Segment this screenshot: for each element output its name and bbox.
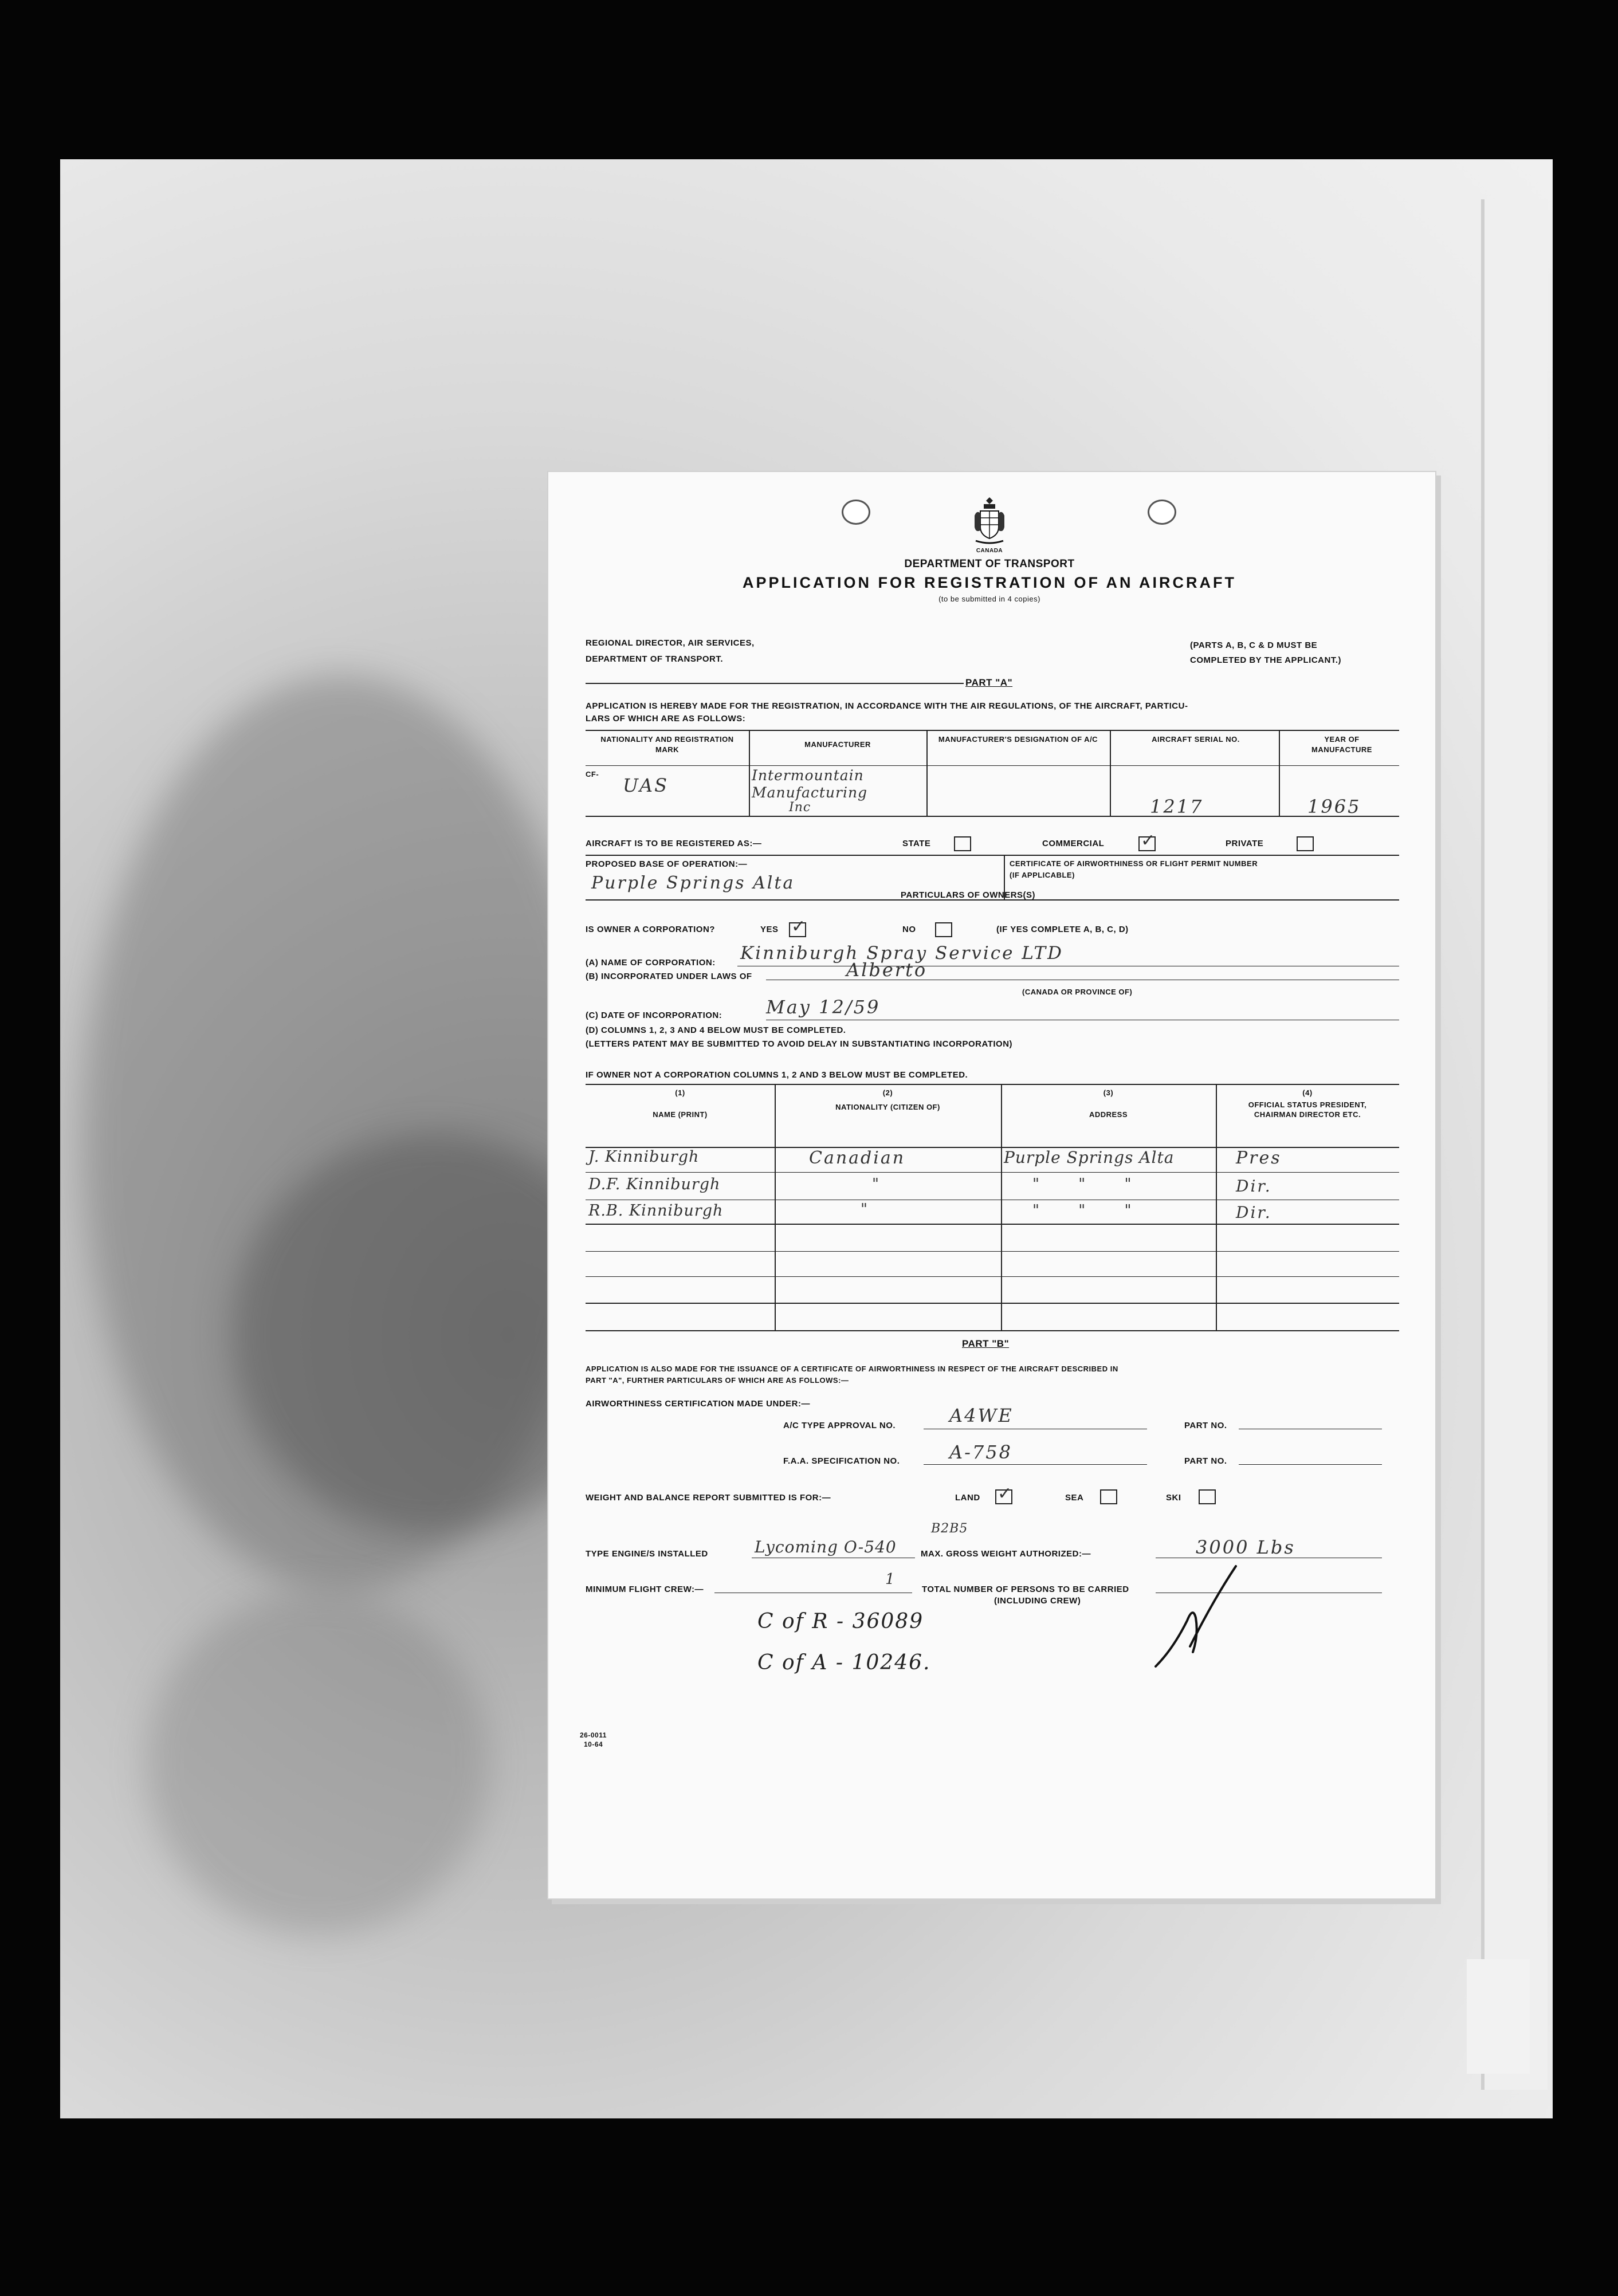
owner-1-address: Purple Springs Alta	[1004, 1148, 1175, 1167]
cert-made-under-label: AIRWORTHINESS CERTIFICATION MADE UNDER:—	[586, 1399, 810, 1409]
owner-3-nationality: "	[861, 1201, 869, 1218]
corp-name-label: (A) NAME OF CORPORATION:	[586, 958, 716, 968]
ski-checkbox[interactable]	[1199, 1489, 1216, 1504]
faa-part-no-label: PART NO.	[1184, 1456, 1227, 1466]
owner-2-name: D.F. Kinniburgh	[588, 1175, 721, 1193]
canada-or-province-note: (CANADA OR PROVINCE OF)	[1022, 988, 1133, 996]
land-label: LAND	[955, 1493, 980, 1503]
owner-col-1-num: (1)	[675, 1088, 685, 1097]
persons-carried-label-1: TOTAL NUMBER OF PERSONS TO BE CARRIED	[922, 1585, 1129, 1594]
copies-note: (to be submitted in 4 copies)	[938, 595, 1040, 603]
faa-spec-label: F.A.A. SPECIFICATION NO.	[783, 1456, 900, 1466]
registration-mark-value: UAS	[623, 774, 669, 796]
owner-1-nationality: Canadian	[809, 1148, 906, 1168]
engine-label: TYPE ENGINE/S INSTALLED	[586, 1549, 708, 1559]
application-form	[547, 471, 1436, 1900]
incorporated-value: Alberto	[846, 959, 928, 981]
persons-carried-label-2: (INCLUDING CREW)	[994, 1596, 1081, 1606]
serial-number-value: 1217	[1150, 796, 1204, 817]
max-weight-label: MAX. GROSS WEIGHT AUTHORIZED:—	[921, 1549, 1091, 1559]
punch-hole-right	[1148, 500, 1176, 525]
form-date: 10-64	[584, 1740, 603, 1748]
folder-tab	[1467, 1959, 1530, 2074]
date-of-incorporation-label: (C) DATE OF INCORPORATION:	[586, 1011, 722, 1020]
base-of-operation-value: Purple Springs Alta	[591, 873, 795, 893]
corp-name-value: Kinniburgh Spray Service LTD	[740, 943, 1063, 964]
year-value: 1965	[1307, 796, 1361, 817]
columns-note: (D) COLUMNS 1, 2, 3 AND 4 BELOW MUST BE COMPLETED.	[586, 1025, 846, 1035]
not-corporation-note: IF OWNER NOT A CORPORATION COLUMNS 1, 2 AND 3 BELOW MUST BE COMPLETED.	[586, 1070, 968, 1080]
commercial-label: COMMERCIAL	[1042, 839, 1105, 848]
owner-2-status: Dir.	[1236, 1177, 1272, 1196]
col-nationality: NATIONALITY AND REGISTRATION MARK	[600, 735, 734, 754]
corporation-question: IS OWNER A CORPORATION?	[586, 925, 715, 934]
form-number: 26-0011	[580, 1731, 607, 1739]
owner-3-status: Dir.	[1236, 1203, 1272, 1222]
registered-as-label: AIRCRAFT IS TO BE REGISTERED AS:—	[586, 839, 762, 848]
owner-3-name: R.B. Kinniburgh	[588, 1202, 724, 1220]
department-title: DEPARTMENT OF TRANSPORT	[904, 558, 1075, 570]
type-approval-part-no-label: PART NO.	[1184, 1421, 1227, 1430]
part-a-intro-line-1: APPLICATION IS HEREBY MADE FOR THE REGISTRATION, IN ACCORDANCE WITH THE AIR REGULATIONS, OF THE AIRCRAFT, PARTICU-	[586, 701, 1188, 711]
part-b-intro-line-1: APPLICATION IS ALSO MADE FOR THE ISSUANCE OF A CERTIFICATE OF AIRWORTHINESS IN RESPECT OF THE AIRCRAFT DESCRIBED IN	[586, 1365, 1118, 1373]
yes-label: YES	[760, 925, 779, 934]
col-designation: MANUFACTURER'S DESIGNATION OF A/C	[938, 735, 1098, 744]
punch-hole-left	[842, 500, 870, 525]
min-crew-label: MINIMUM FLIGHT CREW:—	[586, 1585, 704, 1594]
addressee-line-1: REGIONAL DIRECTOR, AIR SERVICES,	[586, 638, 755, 648]
c-of-a-note: C of A - 10246.	[757, 1651, 931, 1674]
certificate-label-2: (IF APPLICABLE)	[1010, 871, 1075, 879]
type-approval-label: A/C TYPE APPROVAL NO.	[783, 1421, 896, 1430]
type-approval-value: A4WE	[949, 1405, 1014, 1426]
state-checkbox[interactable]	[954, 836, 971, 851]
owner-3-address: " " "	[1032, 1202, 1149, 1219]
owner-col-1-label: NAME (PRINT)	[653, 1110, 708, 1119]
max-weight-value: 3000 Lbs	[1196, 1536, 1295, 1558]
manufacturer-line-2: Manufacturing	[752, 784, 868, 801]
c-of-r-note: C of R - 36089	[757, 1610, 924, 1633]
part-a-intro-line-2: LARS OF WHICH ARE AS FOLLOWS:	[586, 714, 746, 724]
owner-2-nationality: "	[872, 1175, 881, 1193]
country-label: CANADA	[976, 548, 1003, 554]
weight-balance-label: WEIGHT AND BALANCE REPORT SUBMITTED IS FOR:—	[586, 1493, 831, 1503]
owner-1-name: J. Kinniburgh	[588, 1148, 700, 1166]
no-label: NO	[902, 925, 916, 934]
parts-note-line-2: COMPLETED BY THE APPLICANT.)	[1190, 655, 1342, 665]
owner-col-4-label: OFFICIAL STATUS PRESIDENT, CHAIRMAN DIRECTOR ETC.	[1248, 1100, 1367, 1119]
faa-spec-value: A-758	[949, 1441, 1012, 1463]
owner-col-3-num: (3)	[1103, 1088, 1114, 1097]
certificate-label-1: CERTIFICATE OF AIRWORTHINESS OR FLIGHT PERMIT NUMBER	[1010, 859, 1258, 868]
page-title: APPLICATION FOR REGISTRATION OF AN AIRCRAFT	[743, 574, 1236, 591]
part-b-intro-line-2: PART "A", FURTHER PARTICULARS OF WHICH ARE AS FOLLOWS:—	[586, 1376, 849, 1385]
parts-note-line-1: (PARTS A, B, C & D MUST BE	[1190, 640, 1318, 650]
manufacturer-line-1: Intermountain	[752, 767, 864, 784]
engine-note: B2B5	[931, 1522, 968, 1536]
state-label: STATE	[902, 839, 931, 848]
incorporated-label: (B) INCORPORATED UNDER LAWS OF	[586, 972, 752, 981]
owner-col-2-label: NATIONALITY (CITIZEN OF)	[835, 1103, 940, 1111]
engine-value: Lycoming O-540	[755, 1538, 897, 1556]
col-serial: AIRCRAFT SERIAL NO.	[1152, 735, 1240, 744]
base-of-operation-label: PROPOSED BASE OF OPERATION:—	[586, 859, 748, 869]
part-b-heading: PART "B"	[962, 1338, 1010, 1349]
date-of-incorporation-value: May 12/59	[766, 996, 881, 1018]
sea-checkbox[interactable]	[1100, 1489, 1117, 1504]
private-checkbox[interactable]	[1297, 836, 1314, 851]
sea-label: SEA	[1065, 1493, 1084, 1503]
min-crew-value: 1	[885, 1571, 897, 1588]
ski-label: SKI	[1166, 1493, 1181, 1503]
owners-heading: PARTICULARS OF OWNERS(S)	[901, 890, 1036, 900]
commercial-checkbox[interactable]: ✓	[1138, 836, 1156, 851]
if-yes-note: (IF YES COMPLETE A, B, C, D)	[996, 925, 1129, 934]
yes-checkbox[interactable]: ✓	[789, 922, 806, 937]
manufacturer-line-3: Inc	[789, 800, 811, 815]
owner-1-status: Pres	[1236, 1148, 1282, 1168]
handwritten-initials	[1150, 1560, 1276, 1675]
coat-of-arms-emblem	[972, 495, 1007, 547]
addressee-line-2: DEPARTMENT OF TRANSPORT.	[586, 654, 724, 664]
part-a-heading: PART "A"	[965, 677, 1013, 688]
owner-col-2-num: (2)	[882, 1088, 893, 1097]
owner-col-4-num: (4)	[1302, 1088, 1313, 1097]
col-year: YEAR OF MANUFACTURE	[1311, 735, 1372, 754]
no-checkbox[interactable]	[935, 922, 952, 937]
col-manufacturer: MANUFACTURER	[804, 740, 871, 749]
owner-col-3-label: ADDRESS	[1089, 1110, 1128, 1119]
cf-prefix: CF-	[586, 770, 599, 779]
private-label: PRIVATE	[1226, 839, 1264, 848]
folder-edge	[1481, 199, 1548, 2090]
land-checkbox[interactable]: ✓	[995, 1489, 1012, 1504]
owner-2-address: " " "	[1032, 1175, 1149, 1193]
letters-patent-note: (LETTERS PATENT MAY BE SUBMITTED TO AVOID DELAY IN SUBSTANTIATING INCORPORATION)	[586, 1039, 1013, 1049]
